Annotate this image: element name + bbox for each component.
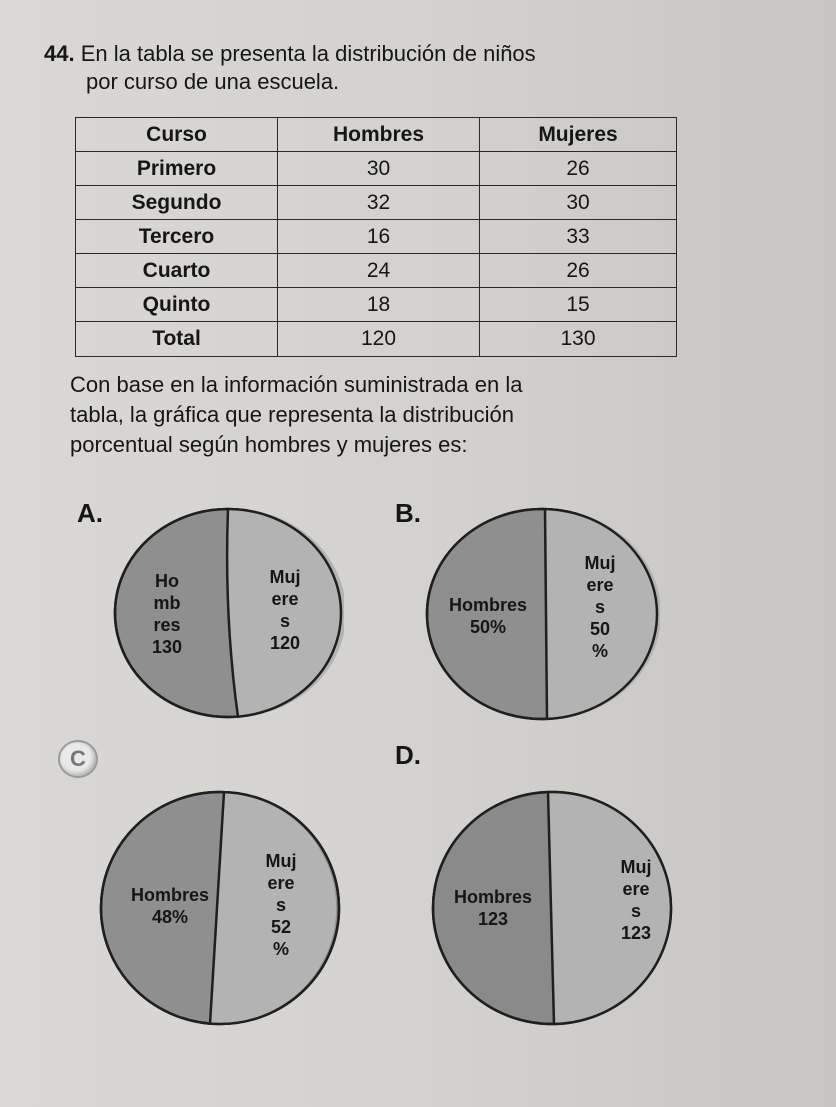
cell-total-mujeres: 130 [480,322,677,357]
instruction-paragraph [70,370,680,460]
table-header-row [76,118,677,152]
paragraph-line-1: Con base en la información suministrada en la [70,372,523,397]
table-row [76,288,677,322]
distribution-table [75,117,677,357]
cell-mujeres: 33 [480,220,677,254]
cell-hombres: 18 [278,288,480,322]
paragraph-line-2: tabla, la gráfica que representa la distribución [70,402,514,427]
option-b-letter[interactable]: B. [395,498,421,528]
option-d-letter[interactable]: D. [395,740,421,770]
cell-hombres: 30 [278,152,480,186]
cell-curso: Tercero [76,220,278,254]
cell-mujeres: 26 [480,152,677,186]
paragraph-line-3: porcentual según hombres y mujeres es: [70,432,468,457]
table-total-row [76,322,677,357]
cell-mujeres: 30 [480,186,677,220]
question-line-1: En la tabla se presenta la distribución de niños [80,41,536,66]
cell-curso: Primero [76,152,278,186]
question-statement [44,40,684,96]
table-row [76,220,677,254]
table-row [76,254,677,288]
header-mujeres: Mujeres [480,118,677,152]
cell-curso: Segundo [76,186,278,220]
cell-hombres: 24 [278,254,480,288]
cell-total-hombres: 120 [278,322,480,357]
header-curso: Curso [76,118,278,152]
cell-total-label: Total [76,322,278,357]
pie-c-right-label: Muj ere s 52 % [265,851,297,959]
pie-b-right-label: Muj ere s 50 % [584,553,616,661]
pie-a-right-label: Muj ere s 120 [269,567,301,653]
cell-hombres: 16 [278,220,480,254]
option-c-letter[interactable]: C [70,746,86,771]
question-line-2: por curso de una escuela. [86,69,340,94]
pie-d-right-label: Muj ere s 123 [620,857,652,943]
pie-c-left-label: Hombres 48% [130,885,210,927]
pie-d-left-label: Hombres 123 [453,887,533,929]
question-number: 44. [44,41,75,66]
cell-curso: Quinto [76,288,278,322]
option-c-marked-circle[interactable] [58,740,98,778]
pie-a-left-label: Ho mb res 130 [151,571,183,657]
cell-mujeres: 15 [480,288,677,322]
header-hombres: Hombres [278,118,480,152]
pie-b-left-label: Hombres 50% [448,595,528,637]
cell-curso: Cuarto [76,254,278,288]
table-row [76,186,677,220]
cell-mujeres: 26 [480,254,677,288]
cell-hombres: 32 [278,186,480,220]
table-row [76,152,677,186]
option-a-letter[interactable]: A. [77,498,103,528]
